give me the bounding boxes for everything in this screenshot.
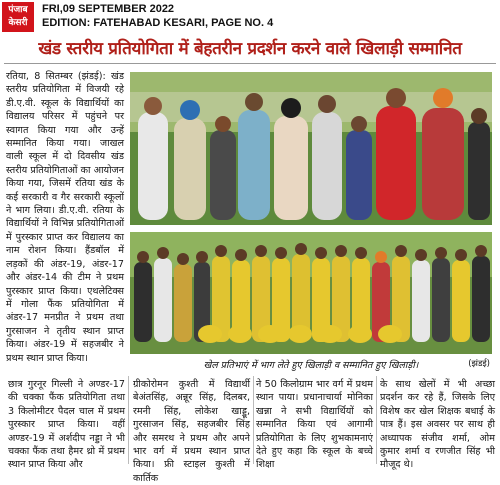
photo-team-group [130, 232, 492, 354]
headline-rule [4, 63, 496, 64]
article-column-b: छात्र गुरनूर गिल्ली ने अण्डर-17 की चक्का फैंक प्रतियोगिता तथा 3 किलोमीटर पैदल चाल में प्रथम पुरस्कार प्राप्त किया। वहीं अण्डर-19 में अर्शदीप नड्डा ने भी चक्का फैंक तथा हैमर थ्रो में प्रथम स्थान प्राप्त किया और [8, 379, 125, 471]
edition-line: EDITION: FATEHABAD KESARI, PAGE NO. 4 [42, 17, 274, 29]
newspaper-logo: पंजाब केसरी [2, 2, 34, 32]
photo-caption: खेल प्रतिभाएं में भाग लेते हुए खिलाड़ी व सम्मानित हुए खिलाड़ी। [203, 360, 419, 371]
publication-date: FRI,09 SEPTEMBER 2022 [42, 3, 175, 15]
article-column-c: ग्रीकोरोमन कुश्ती में विद्यार्थी बेअंतसिंह, अन्नूर सिंह, दिलबर, रमनी सिंह, लोकेश खाड्डू, गुरसाजन सिंह, सहजबीर सिंह और समरथ ने प्रथम और अपने भार वर्ग में प्रथम स्थान प्राप्त किया। फ्री स्टाइल कुश्ती में कार्तिक [133, 379, 250, 484]
photo-credit: (झंडई) [468, 359, 490, 369]
article-headline: खंड स्तरीय प्रतियोगिता में बेहतरीन प्रदर्शन करने वाले खिलाड़ी सम्मानित [38, 39, 462, 59]
photo-award-ceremony [130, 72, 492, 225]
column-divider [376, 376, 377, 464]
masthead [0, 0, 500, 34]
article-column-d: ने 50 किलोग्राम भार वर्ग में प्रथम स्थान पाया। प्रधानाचार्या मोनिका खन्ना ने सभी विद्यार्थियों को सम्मानित किया एवं आगामी प्रतियोगिता के लिए शुभकामनाएं देते हुए कहा कि स्कूल के बच्चे शिक्षा [256, 379, 373, 471]
article-column-e: के साथ खेलों में भी अच्छा प्रदर्शन कर रहे हैं, जिसके लिए विशेष कर खेल शिक्षक बधाई के पात्र हैं। इस अवसर पर साथ ही अध्यापक संजीव शर्मा, ओम कुमार शर्मा व रणजीत सिंह भी मौजूद थे। [380, 379, 495, 471]
article-column-left: रतिया, 8 सितम्बर (झंडई): खंड स्तरीय प्रतियोगिता में विजयी रहे डी.ए.वी. स्कूल के विद्यार्थियों का विद्यालय परिसर में पहुंचने पर स्वागत किया गया और उन्हें सम्मानित किया गया। जाखल वाली स्कूल में दो दिवसीय खंड स्तरीय प्रतियोगिताओं का आयोजन किया गया, जिसमें रतिया खंड के कई सरकारी व गैर सरकारी स्कूलों ने भाग लिया। डी.ए.वी. रतिया के विद्यार्थियों ने विभिन्न प्रतियोगिताओं में पुरस्कार प्राप्त कर विद्यालय का नाम रोशन किया। हैंडबॉल में लड़कों की अंडर-19, अंडर-17 और अंडर-14 की टीम ने प्रथम पुरस्कार प्राप्त किया। एथलेटिक्स में गोला फैंक प्रतियोगिता में अंडर-17 मनप्रीत ने प्रथम तथा गुरसाजन ने तृतीय स्थान प्राप्त किया। अंडर-19 में सहजबीर ने प्रथम स्थान प्राप्त किया। [6, 71, 124, 364]
column-divider [253, 376, 254, 464]
column-divider [128, 376, 129, 464]
